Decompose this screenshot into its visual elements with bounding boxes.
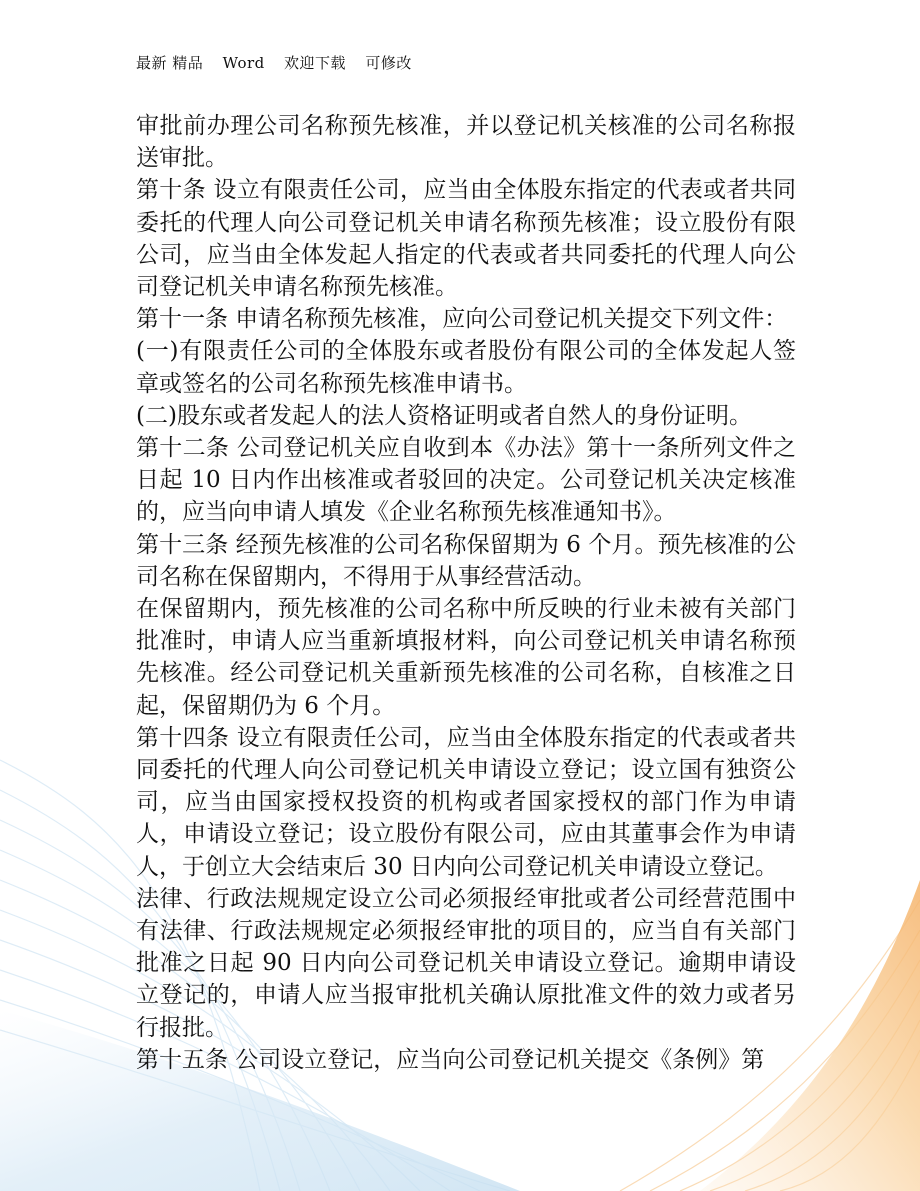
paragraph-article-14: 第十四条 设立有限责任公司，应当由全体股东指定的代表或者共同委托的代理人向公司登记机关申请设立登记；设立国有独资公司，应当由国家授权投资的机构或者国家授权的部门作为申请人，申请设立登记；设立股份有限公司，应由其董事会作为申请人，于创立大会结束后 30 日内向公司登记机关申请设立登记。 — [136, 724, 796, 880]
header-label-download: 欢迎下载 — [284, 54, 347, 72]
paragraph-article-13: 第十三条 经预先核准的公司名称保留期为 6 个月。预先核准的公司名称在保留期内，不得用于从事经营活动。 — [136, 531, 796, 590]
header-label-editable: 可修改 — [365, 54, 412, 72]
paragraph-article-10: 第十条 设立有限责任公司，应当由全体股东指定的代表或者共同委托的代理人向公司登记机关申请名称预先核准；设立股份有限公司，应当由全体发起人指定的代表或者共同委托的代理人向公司登记机关申请名称预先核准。 — [136, 177, 796, 301]
document-body — [136, 110, 796, 1076]
paragraph-approval-name: 审批前办理公司名称预先核准，并以登记机关核准的公司名称报送审批。 — [136, 113, 796, 172]
paragraph-approval-deadline: 法律、行政法规规定设立公司必须报经审批或者公司经营范围中有法律、行政法规规定必须报经审批的项目的，应当自有关部门批准之日起 90 日内向公司登记机关申请设立登记。逾期申请设立登记的，申请人应当报审批机关确认原批准文件的效力或者另行报批。 — [136, 885, 796, 1041]
page-header — [136, 52, 426, 74]
paragraph-article-11-item-2: (二)股东或者发起人的法人资格证明或者自然人的身份证明。 — [136, 402, 752, 429]
paragraph-article-15: 第十五条 公司设立登记，应当向公司登记机关提交《条例》第 — [136, 1046, 765, 1073]
paragraph-article-11: 第十一条 申请名称预先核准，应向公司登记机关提交下列文件： — [136, 306, 788, 333]
paragraph-retention-period: 在保留期内，预先核准的公司名称中所反映的行业未被有关部门批准时，申请人应当重新填报材料，向公司登记机关申请名称预先核准。经公司登记机关重新预先核准的公司名称，自核准之日起，保留期仍为 6 个月。 — [136, 596, 796, 719]
paragraph-article-11-item-1: (一)有限责任公司的全体股东或者股份有限公司的全体发起人签章或签名的公司名称预先核准申请书。 — [136, 338, 796, 397]
header-label-latest: 最新 精品 — [136, 54, 204, 72]
header-label-word: Word — [222, 54, 265, 72]
paragraph-article-12: 第十二条 公司登记机关应自收到本《办法》第十一条所列文件之日起 10 日内作出核准或者驳回的决定。公司登记机关决定核准的，应当向申请人填发《企业名称预先核准通知书》。 — [136, 435, 796, 526]
